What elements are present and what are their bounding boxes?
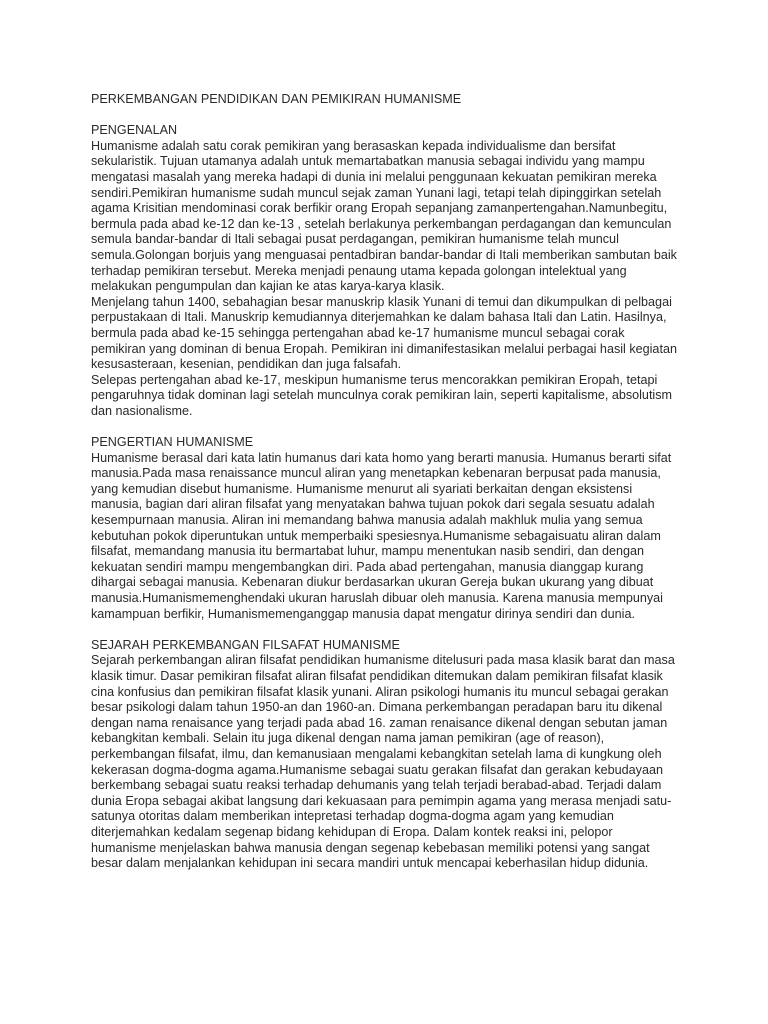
section-pengertian-humanisme: [91, 435, 681, 622]
paragraph: Menjelang tahun 1400, sebahagian besar manuskrip klasik Yunani di temui dan dikumpulkan di pelbagai perpustakaan di Itali. Manuskrip kemudiannya diterjemahkan ke dalam bahasa Itali dan Latin. Hasilnya, bermula pada abad ke-15 sehingga pertengahan abad ke-17 humanisme muncul sebagai corak pemikiran yang dominan di benua Eropah. Pemikiran ini dimanifestasikan melalui perbagai hasil kegiatan kesusasteraan, kesenian, pendidikan dan juga falsafah.: [91, 294, 677, 372]
paragraph: Humanisme berasal dari kata latin humanus dari kata homo yang berarti manusia. Humanus berarti sifat manusia.Pada masa renaissance muncul aliran yang menetapkan kebenaran berpusat pada manusia, yang kemudian disebut humanisme. Humanisme menurut ali syariati berkaitan dengan eksistensi manusia, bagian dari aliran filsafat yang menyatakan bahwa tujuan pokok dari segala sesuatu adalah kesempurnaan manusia. Aliran ini memandang bahwa manusia adalah makhluk mulia yang semua kebutuhan pokok diperuntukan untuk memperbaiki spesiesnya.Humanisme sebagaisuatu aliran dalam filsafat, memandang manusia itu bermartabat luhur, mampu menentukan nasib sendiri, dan dengan kekuatan sendiri mampu mengembangkan diri. Pada abad pertengahan, manusia dianggap kurang dihargai sebagai manusia. Kebenaran diukur berdasarkan ukuran Gereja bukan ukurang yang dibuat manusia.Humanismemenghendaki ukuran haruslah dibuar oleh manusia. Karena manusia mempunyai kamampuan berfikir, Humanismemenganggap manusia dapat mengatur dirinya sendiri dan dunia.: [91, 450, 672, 621]
section-sejarah-perkembangan: [91, 638, 681, 872]
paragraph: Humanisme adalah satu corak pemikiran yang berasaskan kepada individualisme dan bersifat sekularistik. Tujuan utamanya adalah untuk memartabatkan manusia sebagai individu yang mampu mengatasi masalah yang mereka hadapi di dunia ini melalui penggunaan kekuatan pemikiran mereka sendiri.Pemikiran humanisme sudah muncul sejak zaman Yunani lagi, tetapi telah dipinggirkan setelah agama Krisitian mendominasi corak berfikir orang Eropah sepanjang zamanpertengahan.Namunbegitu, bermula pada abad ke-12 dan ke-13 , setelah berlakunya perkembangan perdagangan dan kemunculan semula bandar-bandar di Itali sebagai pusat perdagangan, pemikiran humanisme telah muncul semula.Golongan borjuis yang menguasai pentadbiran bandar-bandar di Itali memberikan sambutan baik terhadap pemikiran tersebut. Mereka menjadi penaung utama kepada golongan intelektual yang melakukan pengumpulan dan kajian ke atas karya-karya klasik.: [91, 138, 677, 294]
paragraph: Sejarah perkembangan aliran filsafat pendidikan humanisme ditelusuri pada masa klasik barat dan masa klasik timur. Dasar pemikiran filsafat aliran filsafat pendidikan ditemukan dalam pemikiran filsafat klasik cina konfusius dan pemikiran filsafat klasik yunani. Aliran psikologi humanis itu muncul sebagai gerakan besar psikologi dalam tahun 1950-an dan 1960-an. Dimana perkembangan peradapan baru itu dikenal dengan nama renaisance yang terjadi pada abad 16. zaman renaisance dikenal dengan sebutan jaman kebangkitan kembali. Selain itu juga dikenal dengan nama jaman pemikiran (age of reason), perkembangan filsafat, ilmu, dan kemanusiaan mengalami kebangkitan setelah lama di kungkung oleh kekerasan dogma-dogma agama.Humanisme sebagai suatu gerakan filsafat dan gerakan kebudayaan berkembang sebagai suatu reaksi terhadap dehumanis yang telah terjadi berabad-abad. Terjadi dalam dunia Eropa sebagai akibat langsung dari kekuasaan para pemimpin agama yang merasa menjadi satu-satunya otoritas dalam memberikan intepretasi terhadap dogma-dogma agam yang kemudian diterjemahkan kedalam segenap bidang kehidupan di Eropa. Dalam kontek reaksi ini, pelopor humanisme menjelaskan bahwa manusia dengan segenap kebebasan memiliki potensi yang sangat besar dalam menjalankan kehidupan ini secara mandiri untuk mencapai keberhasilan hidup didunia.: [91, 653, 675, 871]
section-pengenalan: [91, 123, 681, 419]
document-title: PERKEMBANGAN PENDIDIKAN DAN PEMIKIRAN HUMANISME: [91, 92, 462, 106]
document-page: [91, 92, 681, 887]
section-heading: PENGERTIAN HUMANISME: [91, 435, 254, 450]
section-heading: SEJARAH PERKEMBANGAN FILSAFAT HUMANISME: [91, 637, 400, 652]
section-heading: PENGENALAN: [91, 123, 178, 138]
paragraph: Selepas pertengahan abad ke-17, meskipun humanisme terus mencorakkan pemikiran Eropah, tetapi pengaruhnya tidak dominan lagi setelah munculnya corak pemikiran lain, seperti kapitalisme, absolutism dan nasionalisme.: [91, 372, 673, 418]
